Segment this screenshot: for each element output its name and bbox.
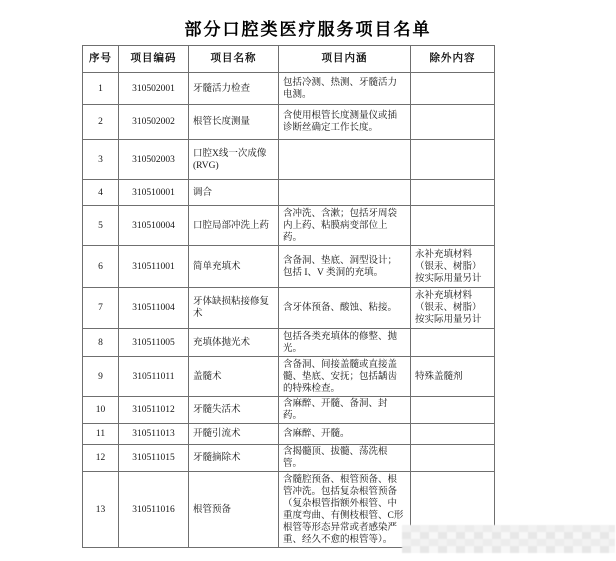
cell-no: 12 — [83, 445, 119, 472]
service-items-table — [82, 45, 495, 548]
table-row — [83, 424, 495, 445]
table-row — [83, 206, 495, 246]
cell-no: 13 — [83, 472, 119, 548]
cell-no: 5 — [83, 206, 119, 246]
table-row — [83, 288, 495, 329]
cell-name: 根管预备 — [189, 472, 279, 548]
col-header-name: 项目名称 — [189, 46, 279, 73]
cell-name: 口腔局部冲洗上药 — [189, 206, 279, 246]
cell-code: 310511011 — [119, 357, 189, 397]
table-row — [83, 105, 495, 140]
cell-exclusion — [411, 206, 495, 246]
cell-name: 牙体缺损粘接修复术 — [189, 288, 279, 329]
table-row — [83, 73, 495, 105]
cell-no: 9 — [83, 357, 119, 397]
cell-content: 含髓腔预备、根管预备、根管冲洗。包括复杂根管预备（复杂根管指额外根管、中重度弯曲、有侧枝根管、C形根管等形态异常或者感染严重、经久不愈的根管等）。 — [279, 472, 411, 548]
cell-exclusion — [411, 397, 495, 424]
cell-no: 7 — [83, 288, 119, 329]
cell-name: 盖髓术 — [189, 357, 279, 397]
cell-name: 牙髓摘除术 — [189, 445, 279, 472]
cell-name: 牙髓活力检查 — [189, 73, 279, 105]
cell-no: 8 — [83, 329, 119, 357]
table-row — [83, 329, 495, 357]
cell-content: 含使用根管长度测量仪或插诊断丝确定工作长度。 — [279, 105, 411, 140]
watermark-mosaic — [402, 525, 615, 553]
cell-content: 含备洞、间接盖髓或直接盖髓、垫底、安抚；包括龋齿的特殊检查。 — [279, 357, 411, 397]
cell-content: 含备洞、垫底、洞型设计；包括 I、V 类洞的充填。 — [279, 246, 411, 288]
cell-no: 2 — [83, 105, 119, 140]
cell-content: 含麻醉、开髓、备洞、封药。 — [279, 397, 411, 424]
cell-exclusion — [411, 424, 495, 445]
cell-content: 含揭髓顶、拔髓、荡洗根管。 — [279, 445, 411, 472]
cell-exclusion — [411, 140, 495, 180]
cell-name: 根管长度测量 — [189, 105, 279, 140]
cell-exclusion — [411, 105, 495, 140]
cell-no: 4 — [83, 180, 119, 206]
cell-code: 310511016 — [119, 472, 189, 548]
cell-no: 11 — [83, 424, 119, 445]
cell-content — [279, 180, 411, 206]
cell-code: 310511013 — [119, 424, 189, 445]
cell-code: 310511005 — [119, 329, 189, 357]
cell-code: 310502003 — [119, 140, 189, 180]
cell-no: 10 — [83, 397, 119, 424]
col-header-no: 序号 — [83, 46, 119, 73]
cell-name: 调合 — [189, 180, 279, 206]
cell-code: 310511001 — [119, 246, 189, 288]
cell-content: 包括冷测、热测、牙髓活力电测。 — [279, 73, 411, 105]
table-row — [83, 180, 495, 206]
col-header-code: 项目编码 — [119, 46, 189, 73]
cell-no: 1 — [83, 73, 119, 105]
cell-code: 310510001 — [119, 180, 189, 206]
cell-name: 牙髓失活术 — [189, 397, 279, 424]
cell-content: 含麻醉、开髓。 — [279, 424, 411, 445]
col-header-exclusion: 除外内容 — [411, 46, 495, 73]
cell-exclusion: 永补充填材料（银汞、树脂）按实际用量另计 — [411, 246, 495, 288]
cell-code: 310502001 — [119, 73, 189, 105]
table-row — [83, 397, 495, 424]
cell-name: 开髓引流术 — [189, 424, 279, 445]
cell-no: 6 — [83, 246, 119, 288]
table-row — [83, 140, 495, 180]
table-row — [83, 445, 495, 472]
cell-content: 含牙体预备、酸蚀、粘接。 — [279, 288, 411, 329]
cell-code: 310511012 — [119, 397, 189, 424]
cell-content: 含冲洗、含漱；包括牙周袋内上药、粘膜病变部位上药。 — [279, 206, 411, 246]
cell-name: 简单充填术 — [189, 246, 279, 288]
table-row — [83, 357, 495, 397]
cell-exclusion: 永补充填材料（银汞、树脂）按实际用量另计 — [411, 288, 495, 329]
cell-content: 包括各类充填体的修整、抛光。 — [279, 329, 411, 357]
cell-exclusion — [411, 180, 495, 206]
cell-content — [279, 140, 411, 180]
cell-code: 310510004 — [119, 206, 189, 246]
cell-name: 充填体抛光术 — [189, 329, 279, 357]
col-header-content: 项目内涵 — [279, 46, 411, 73]
cell-exclusion — [411, 445, 495, 472]
table-row — [83, 246, 495, 288]
cell-code: 310502002 — [119, 105, 189, 140]
cell-code: 310511015 — [119, 445, 189, 472]
page-title: 部分口腔类医疗服务项目名单 — [184, 20, 432, 39]
cell-exclusion: 特殊盖髓剂 — [411, 357, 495, 397]
cell-no: 3 — [83, 140, 119, 180]
cell-exclusion — [411, 329, 495, 357]
cell-code: 310511004 — [119, 288, 189, 329]
cell-name: 口腔X线一次成像(RVG) — [189, 140, 279, 180]
header-row — [83, 46, 495, 73]
cell-exclusion — [411, 73, 495, 105]
